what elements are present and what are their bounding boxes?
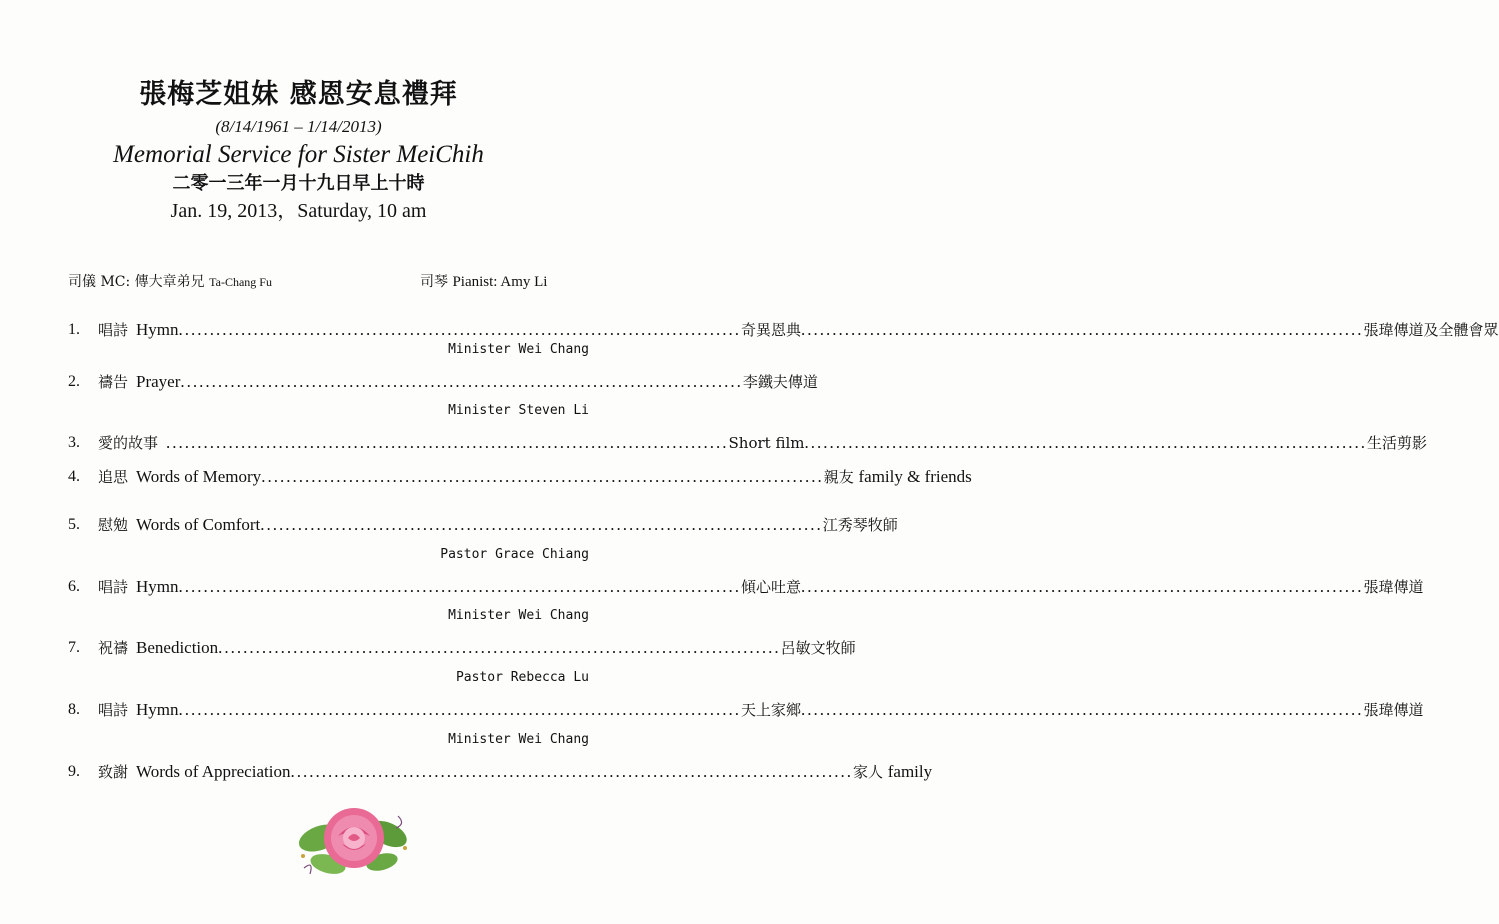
item-title: 傾心吐意	[741, 578, 802, 596]
item-presenter	[1364, 698, 1424, 722]
leader-dots: ..........................................................................................	[260, 515, 823, 534]
item-english-label: Words of Memory	[136, 467, 262, 486]
life-dates: (8/14/1961 – 1/14/2013)	[215, 117, 382, 136]
item-number: 5.	[68, 516, 80, 533]
item-english-label: Prayer	[136, 372, 181, 391]
item-content	[98, 370, 818, 394]
item-content	[98, 465, 972, 489]
mc-name-chinese: 傳大章弟兄	[134, 274, 205, 290]
item-number: 2.	[68, 373, 80, 390]
item-number: 1.	[68, 321, 80, 338]
leader-dots: ..........................................................................................	[218, 638, 781, 657]
mc-info	[68, 271, 272, 291]
presenter-english: family	[887, 762, 933, 781]
leader-dots: ..........................................................................................	[178, 320, 742, 339]
presenter-chinese: 張瑋傳道	[1363, 578, 1424, 596]
item-number: 8.	[68, 701, 80, 718]
item-number: 3.	[68, 434, 80, 451]
item-chinese-label: 祝禱	[98, 639, 129, 657]
program-item	[68, 318, 1499, 342]
leader-dots: ..........................................................................................	[801, 700, 1364, 719]
item-content	[98, 760, 933, 784]
item-presenter	[853, 760, 932, 784]
mc-name-english: Ta-Chang Fu	[209, 275, 272, 289]
leader-dots: ..........................................................................................	[804, 433, 1367, 452]
item-chinese-label: 唱詩	[98, 701, 129, 719]
item-chinese-label: 唱詩	[98, 578, 129, 596]
item-chinese-label: 禱告	[98, 373, 129, 391]
leader-dots: ..........................................................................................	[261, 467, 824, 486]
item-title: Short film	[728, 434, 805, 452]
item-chinese-label: 慰勉	[98, 516, 129, 534]
presenter-chinese: 張瑋傳道	[1363, 701, 1424, 719]
item-presenter	[743, 370, 818, 394]
item-presenter	[1364, 575, 1424, 599]
item-english-label: Words of Appreciation	[136, 762, 291, 781]
presenter-english-name: Minister Wei Chang	[448, 732, 589, 747]
item-title: 天上家鄉	[741, 701, 802, 719]
presenter-chinese: 親友	[823, 468, 854, 486]
item-english-label: Hymn	[136, 577, 179, 596]
item-presenter	[1367, 431, 1427, 455]
presenter-english-name: Minister Wei Chang	[448, 608, 589, 623]
leader-dots: ..........................................................................................	[801, 577, 1364, 596]
item-number: 9.	[68, 763, 80, 780]
leader-dots: ..........................................................................................	[801, 320, 1364, 339]
program-item	[68, 636, 856, 660]
item-english-label: Words of Comfort	[136, 515, 261, 534]
item-presenter	[823, 513, 898, 537]
leader-dots: ..........................................................................................	[178, 700, 742, 719]
item-chinese-label: 愛的故事	[98, 434, 159, 452]
presenter-chinese: 李鐵夫傳道	[742, 373, 818, 391]
presenter-english-name: Minister Wei Chang	[448, 342, 589, 357]
presenter-english: family & friends	[858, 467, 972, 486]
leader-dots: ..........................................................................................	[166, 433, 729, 452]
program-item	[68, 370, 818, 394]
program-item	[68, 465, 972, 489]
program-item	[68, 575, 1424, 599]
title-chinese: 張梅芝姐妹 感恩安息禮拜	[139, 79, 458, 110]
rose-flower-icon	[298, 798, 410, 880]
item-presenter	[1364, 318, 1499, 342]
item-content	[98, 698, 1424, 722]
item-chinese-label: 致謝	[98, 763, 129, 781]
item-content	[98, 636, 856, 660]
program-item	[68, 760, 933, 784]
presenter-chinese: 江秀琴牧師	[822, 516, 898, 534]
presenter-chinese: 張瑋傳道及全體會眾	[1363, 321, 1499, 339]
presenter-chinese: 生活剪影	[1366, 434, 1427, 452]
item-chinese-label: 追思	[98, 468, 129, 486]
service-date-english: Jan. 19, 2013，Saturday, 10 am	[170, 200, 427, 222]
item-content	[98, 575, 1424, 599]
program-item	[68, 431, 1427, 455]
item-number: 6.	[68, 578, 80, 595]
item-presenter	[781, 636, 856, 660]
title-english: Memorial Service for Sister MeiChih	[113, 141, 484, 168]
program-item	[68, 513, 898, 537]
header	[0, 78, 597, 224]
item-content	[98, 513, 898, 537]
service-date-chinese: 二零一三年一月十九日早上十時	[172, 173, 425, 194]
item-english-label: Hymn	[136, 320, 179, 339]
presenter-english-name: Minister Steven Li	[448, 403, 589, 418]
item-number: 4.	[68, 468, 80, 485]
item-english-label: Benediction	[136, 638, 219, 657]
presenter-english-name: Pastor Rebecca Lu	[455, 670, 589, 685]
leader-dots: ..........................................................................................	[180, 372, 743, 391]
item-content	[98, 431, 1427, 455]
pianist-label-chinese: 司琴	[420, 274, 448, 290]
item-title: 奇異恩典	[741, 321, 802, 339]
mc-label: 司儀 MC:	[68, 274, 131, 290]
item-english-label: Hymn	[136, 700, 179, 719]
item-presenter	[824, 465, 972, 489]
presenter-english-name: Pastor Grace Chiang	[440, 547, 589, 562]
item-number: 7.	[68, 639, 80, 656]
pianist-label-english: Pianist: Amy Li	[452, 274, 548, 290]
leader-dots: ..........................................................................................	[178, 577, 742, 596]
item-content	[98, 318, 1499, 342]
leader-dots: ..........................................................................................	[290, 762, 853, 781]
pianist-info	[420, 271, 547, 291]
item-chinese-label: 唱詩	[98, 321, 129, 339]
program-item	[68, 698, 1424, 722]
presenter-chinese: 呂敏文牧師	[780, 639, 856, 657]
presenter-chinese: 家人	[852, 763, 883, 781]
